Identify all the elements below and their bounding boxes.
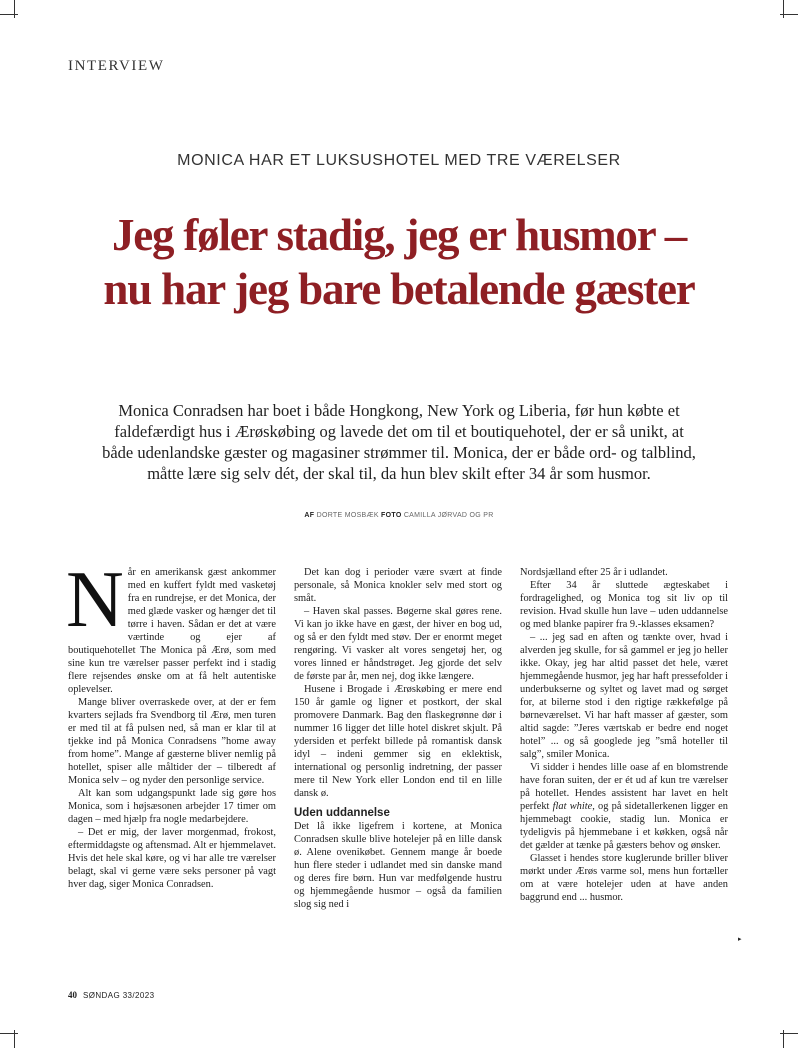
- body-paragraph: Det lå ikke ligefrem i kortene, at Monica Conradsen skulle blive hotelejer på en lille dansk ø. Alene ovenikøbet. Gennem mange år boede hun flere steder i udlandet med sin danske mand og deres fire børn. Hun var medfølgende hustru og hjemmegående husmor – også da familien slog sig ned i: [294, 821, 502, 910]
- kicker: MONICA HAR ET LUKSUSHOTEL MED TRE VÆRELSER: [177, 152, 621, 169]
- emphasis: flat white: [552, 801, 593, 812]
- byline-foto-label: FOTO: [381, 512, 402, 519]
- continue-arrow-icon: ▸: [738, 935, 742, 943]
- crop-mark: [0, 14, 18, 15]
- body-paragraph: år en amerikansk gæst ankommer med en kuffert fyldt med vasketøj fra en rundrejse, er det Monica, der med glæde vasker og hænger det til tørre i haven. Sådan er det at være værtinde og ejer af boutiquehotellet The Monica på Ærø, som med sine kun tre værelser passer perfekt ind i stadig flere rejsendes ønske om at få helt autentiske oplevelser.: [68, 567, 276, 695]
- body-paragraph: Nordsjælland efter 25 år i udlandet.: [520, 567, 668, 578]
- body-paragraph: Alt kan som udgangspunkt lade sig gøre hos Monica, som i højsæsonen arbejder 17 timer om dagen – med hjælp fra nogle medarbejdere.: [68, 788, 276, 825]
- subheading: Uden uddannelse: [294, 807, 390, 819]
- folio: [68, 990, 154, 1000]
- byline-author: DORTE MOSBÆK: [316, 512, 379, 519]
- headline: Jeg føler stadig, jeg er husmor – nu har jeg bare betalende gæster: [103, 210, 695, 314]
- section-label: INTERVIEW: [68, 58, 165, 74]
- crop-mark: [780, 14, 798, 15]
- crop-mark: [0, 1033, 18, 1034]
- body-paragraph: [520, 761, 728, 852]
- crop-mark: [780, 1033, 798, 1034]
- text-run: , og på sidetallerkenen ligger en hjemmebagt cookie, stadig lun. Monica er tydeligvis på hjemmebane i et køkken, også når det gælder at tænke på gæsters behov og ønsker.: [520, 801, 728, 851]
- body-column-1: [66, 556, 276, 891]
- crop-mark: [783, 0, 784, 18]
- body-column-3: [520, 566, 728, 904]
- body-paragraph: Glasset i hendes store kuglerunde briller bliver mørkt under Ærøs varme sol, mens hun fortæller om at være hotelejer uden at have anden baggrund end ... husmor.: [520, 853, 728, 903]
- lead-paragraph: Monica Conradsen har boet i både Hongkong, New York og Liberia, før hun købte et faldefærdigt hus i Ærøskøbing og lavede det om til et boutiquehotel, der er så unikt, at både udenlandske gæster og magasiner strømmer til. Monica, der er både ord- og talblind, måtte lære sig selv dét, der skal til, da hun blev skilt efter 34 år som husmor.: [102, 401, 696, 483]
- body-paragraph: Efter 34 år sluttede ægteskabet i fordragelighed, og Monica tog sit liv op til revision. Hvad skulle hun lave – uden uddannelse og med blanke papirer fra 9.-klasses eksamen?: [520, 580, 728, 630]
- magazine-issue: SØNDAG 33/2023: [83, 991, 155, 1000]
- drop-cap: N: [66, 556, 124, 644]
- body-paragraph: – ... jeg sad en aften og tænkte over, hvad i alverden jeg skulle, for så gammel er jeg jo heller ikke. Okay, jeg har altid passet det hele, været hjemmegående husmor, jeg har haft pressefolder i underbukserne og syltet og lavet mad og sørget for, at bilerne stod i den rigtige rækkefølge på børneværelset. Vi har haft masser af gæster, som altid sagde: ”Jeres værtskab er bedre end noget hotel” ... og så googlede jeg ”små hoteller til salg”, smiler Monica.: [520, 632, 728, 760]
- body-paragraph: Det kan dog i perioder være svært at finde personale, så Monica knokler selv med stort og småt.: [294, 567, 502, 604]
- byline-photographers: CAMILLA JØRVAD OG PR: [403, 512, 494, 519]
- byline: [0, 512, 798, 519]
- body-paragraph: Husene i Brogade i Ærøskøbing er mere end 150 år gamle og ligner et postkort, der skal promovere Danmark. Bag den flaskegrønne dør i nummer 16 ligger det lille hotel diskret skjult. På ydersiden et perfekt billede på romantisk dansk idyl – indeni gemmer sig en eklektisk, international og personlig indretning, der passer mere til New York eller London end til en lille dansk ø.: [294, 684, 502, 799]
- body-paragraph: Mange bliver overraskede over, at der er fem kvarters sejlads fra Svendborg til Ærø, men turen er med til at få pulsen ned, så man er klar til at tjekke ind på Monica Conradsens ”home away from home”. Mange af gæsterne bliver nemlig på hotellet, spiser alle måltider der – tilberedt af Monica selv – og nyder den personlige service.: [68, 697, 276, 786]
- byline-af-label: AF: [304, 512, 315, 519]
- page-number: 40: [68, 990, 77, 1000]
- body-column-2: [294, 566, 502, 911]
- body-paragraph: – Det er mig, der laver morgenmad, frokost, eftermiddagste og aftensmad. Alt er hjemmelavet. Hvis det hele skal køre, og vi har alle tre værelser belagt, skal vi gerne være seks personer på vagt hver dag, siger Monica Conradsen.: [68, 827, 276, 890]
- body-paragraph: – Haven skal passes. Bøgerne skal gøres rene. Vi kan jo ikke have en gæst, der hiver en bog ud, og så er den fyldt med støv. Der er enormt meget rengøring. Vi vasker alt vores sengetøj her, og vores linned er håndstrøget. Jeg gjorde det selv de første par år, men nej, dog ikke længere.: [294, 606, 502, 682]
- text-run: Vi sidder i hendes lille oase af en blomstrende have foran suiten, der er ét ud af kun tre værelser på hotellet. Hendes assistent har lavet en helt perfekt: [520, 762, 728, 812]
- crop-mark: [14, 0, 15, 18]
